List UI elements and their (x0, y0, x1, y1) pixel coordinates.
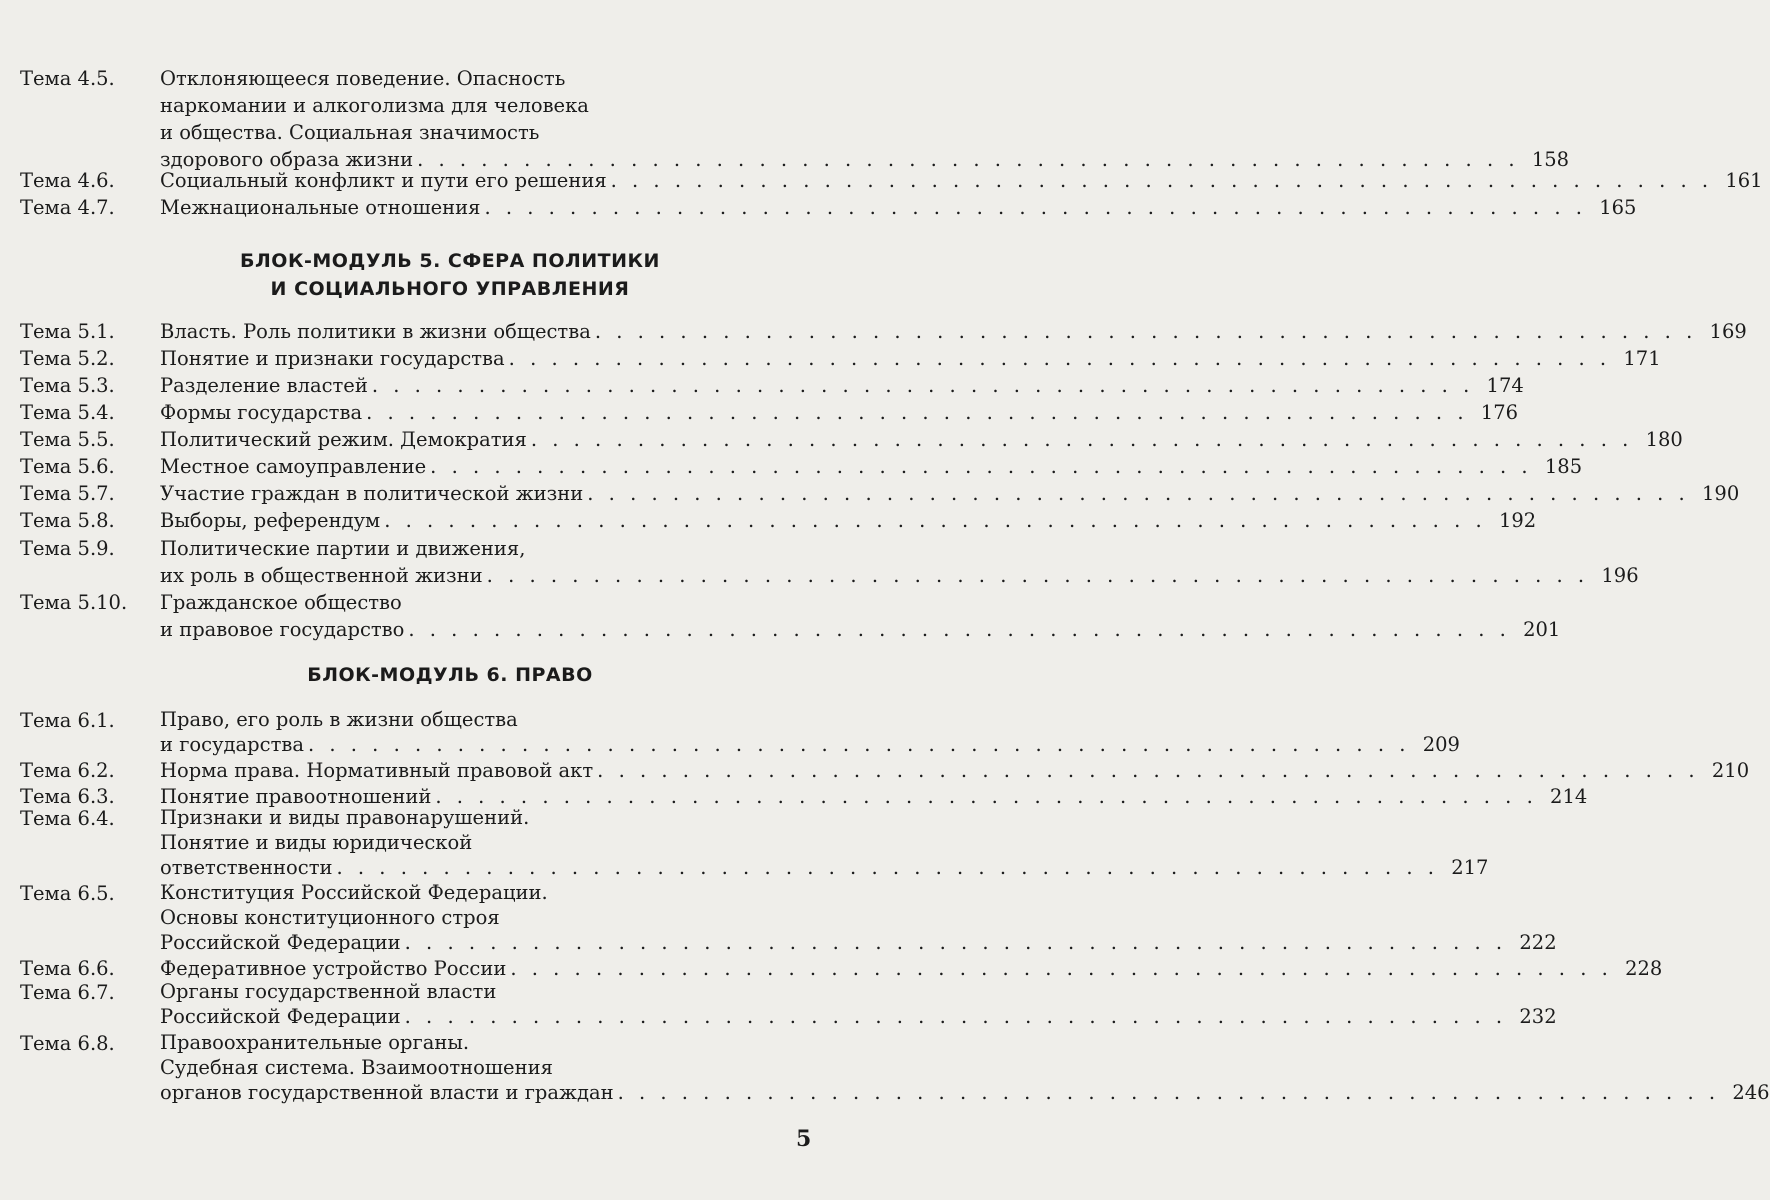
topic-title (160, 453, 1583, 480)
topic-title-text: органов государственной власти и граждан (160, 1081, 614, 1104)
topic-title-line (160, 453, 1583, 480)
topic-number: Тема 5.1. (20, 320, 115, 343)
topic-title (160, 507, 1537, 534)
topic-title-text: здорового образа жизни (160, 148, 414, 171)
topic-title-line (160, 399, 1519, 426)
topic-title-text: Российской Федерации (160, 931, 401, 954)
page-ref: 174 (1486, 374, 1524, 397)
page-ref: 217 (1451, 856, 1489, 879)
topic-title (160, 979, 1557, 1029)
topic-number: Тема 6.7. (20, 981, 115, 1004)
topic-title-text: ответственности (160, 856, 333, 879)
topic-number: Тема 4.7. (20, 196, 115, 219)
topic-title-text: Межнациональные отношения (160, 196, 481, 219)
topic-title-line: Отклоняющееся поведение. Опасность (160, 67, 566, 90)
topic-title-line: Органы государственной власти (160, 980, 497, 1003)
page-ref: 246 (1732, 1081, 1770, 1104)
topic-title (160, 194, 1637, 221)
page-ref: 210 (1711, 759, 1750, 782)
page-ref: 176 (1480, 401, 1519, 424)
topic-title-line (160, 855, 1489, 880)
page-ref: 171 (1623, 347, 1661, 370)
leader-dots: . . . . . . . . . . . . . . . . . . . . . . . . . . . . . . . . . . . . . . . . . . . . . . . . . . . . (508, 347, 1611, 370)
leader-dots: . . . . . . . . . . . . . . . . . . . . . . . . . . . . . . . . . . . . . . . . . . . . . . . . . . . . (430, 455, 1533, 478)
topic-title-text: Выборы, референдум (160, 509, 381, 532)
topic-title-text: Федеративное устройство России (160, 957, 507, 980)
topic-title-line: Конституция Российской Федерации. (160, 881, 548, 904)
topic-title-text: Власть. Роль политики в жизни общества (160, 320, 591, 343)
leader-dots: . . . . . . . . . . . . . . . . . . . . . . . . . . . . . . . . . . . . . . . . . . . . . . . . . . . . (486, 564, 1589, 587)
topic-title-line: Понятие и виды юридической (160, 831, 473, 854)
topic-title-text: Формы государства (160, 401, 363, 424)
topic-number: Тема 5.10. (20, 591, 128, 614)
leader-dots: . . . . . . . . . . . . . . . . . . . . . . . . . . . . . . . . . . . . . . . . . . . . . . . . . . . . (597, 759, 1700, 782)
topic-title-text: Понятие правоотношений (160, 785, 432, 808)
topic-number: Тема 5.3. (20, 374, 115, 397)
topic-title-text: и государства (160, 733, 304, 756)
topic-title-line (160, 194, 1637, 221)
topic-number: Тема 5.6. (20, 455, 115, 478)
topic-title-line: Политические партии и движения, (160, 537, 526, 560)
page-ref: 192 (1498, 509, 1537, 532)
topic-title-text: Политический режим. Демократия (160, 428, 527, 451)
topic-title-line: Право, его роль в жизни общества (160, 708, 518, 731)
topic-title-line (160, 426, 1683, 453)
topic-title (160, 1030, 1770, 1105)
topic-title-line (160, 732, 1460, 757)
section-heading: И СОЦИАЛЬНОГО УПРАВЛЕНИЯ (270, 278, 630, 300)
page-ref: 180 (1645, 428, 1683, 451)
page-ref: 169 (1709, 320, 1747, 343)
topic-number: Тема 5.8. (20, 509, 115, 532)
topic-title-line (160, 167, 1763, 194)
topic-number: Тема 6.5. (20, 882, 115, 905)
page-number: 5 (796, 1126, 812, 1152)
topic-title-text: Понятие и признаки государства (160, 347, 505, 370)
topic-title-text: Норма права. Нормативный правовой акт (160, 759, 594, 782)
topic-title-line (160, 345, 1661, 372)
topic-title-line (160, 372, 1524, 399)
leader-dots: . . . . . . . . . . . . . . . . . . . . . . . . . . . . . . . . . . . . . . . . . . . . . . . . . . . . (404, 931, 1507, 954)
page-ref: 165 (1599, 196, 1637, 219)
leader-dots: . . . . . . . . . . . . . . . . . . . . . . . . . . . . . . . . . . . . . . . . . . . . . . . . . . . . (594, 320, 1697, 343)
topic-title (160, 535, 1639, 589)
section-heading: БЛОК-МОДУЛЬ 5. СФЕРА ПОЛИТИКИ (240, 250, 660, 272)
topic-title-line (160, 757, 1750, 784)
leader-dots: . . . . . . . . . . . . . . . . . . . . . . . . . . . . . . . . . . . . . . . . . . . . . . . . . . . . (587, 482, 1690, 505)
topic-title-line: Судебная система. Взаимоотношения (160, 1056, 553, 1079)
topic-title-line (160, 616, 1561, 643)
topic-title-line: наркомании и алкоголизма для человека (160, 94, 589, 117)
topic-number: Тема 5.7. (20, 482, 115, 505)
leader-dots: . . . . . . . . . . . . . . . . . . . . . . . . . . . . . . . . . . . . . . . . . . . . . . . . . . . . (384, 509, 1487, 532)
topic-title-line (160, 562, 1639, 589)
topic-title (160, 65, 1570, 173)
leader-dots: . . . . . . . . . . . . . . . . . . . . . . . . . . . . . . . . . . . . . . . . . . . . . . . . . . . . (366, 401, 1469, 424)
topic-title-line (160, 1004, 1557, 1029)
topic-title (160, 880, 1557, 955)
topic-title-line: Правоохранительные органы. (160, 1031, 470, 1054)
topic-number: Тема 4.6. (20, 169, 115, 192)
page-ref: 214 (1550, 785, 1588, 808)
topic-title (160, 955, 1663, 982)
leader-dots: . . . . . . . . . . . . . . . . . . . . . . . . . . . . . . . . . . . . . . . . . . . . . . . . . . . . (610, 169, 1713, 192)
topic-number: Тема 6.3. (20, 785, 115, 808)
topic-number: Тема 6.4. (20, 807, 115, 830)
topic-number: Тема 6.6. (20, 957, 115, 980)
leader-dots: . . . . . . . . . . . . . . . . . . . . . . . . . . . . . . . . . . . . . . . . . . . . . . . . . . . . (404, 1005, 1507, 1028)
topic-number: Тема 5.5. (20, 428, 115, 451)
topic-title-line (160, 480, 1740, 507)
topic-title-line: Основы конституционного строя (160, 906, 500, 929)
leader-dots: . . . . . . . . . . . . . . . . . . . . . . . . . . . . . . . . . . . . . . . . . . . . . . . . . . . . (617, 1081, 1720, 1104)
topic-number: Тема 6.8. (20, 1032, 115, 1055)
leader-dots: . . . . . . . . . . . . . . . . . . . . . . . . . . . . . . . . . . . . . . . . . . . . . . . . . . . . (417, 148, 1520, 171)
leader-dots: . . . . . . . . . . . . . . . . . . . . . . . . . . . . . . . . . . . . . . . . . . . . . . . . . . . . (530, 428, 1633, 451)
leader-dots: . . . . . . . . . . . . . . . . . . . . . . . . . . . . . . . . . . . . . . . . . . . . . . . . . . . . (336, 856, 1439, 879)
page-ref: 209 (1422, 733, 1460, 756)
topic-number: Тема 6.1. (20, 709, 115, 732)
topic-title-line (160, 318, 1747, 345)
leader-dots: . . . . . . . . . . . . . . . . . . . . . . . . . . . . . . . . . . . . . . . . . . . . . . . . . . . . (484, 196, 1587, 219)
topic-title-text: Разделение властей (160, 374, 368, 397)
page-ref: 196 (1601, 564, 1639, 587)
topic-number: Тема 5.4. (20, 401, 115, 424)
topic-title (160, 480, 1740, 507)
topic-title (160, 589, 1561, 643)
topic-title-text: Российской Федерации (160, 1005, 401, 1028)
leader-dots: . . . . . . . . . . . . . . . . . . . . . . . . . . . . . . . . . . . . . . . . . . . . . . . . . . . . (408, 618, 1511, 641)
topic-title-line (160, 955, 1663, 982)
topic-title (160, 707, 1460, 757)
topic-title (160, 318, 1747, 345)
topic-title (160, 372, 1524, 399)
topic-title (160, 426, 1683, 453)
topic-title (160, 757, 1750, 784)
page-ref: 185 (1544, 455, 1583, 478)
topic-number: Тема 5.2. (20, 347, 115, 370)
section-heading: БЛОК-МОДУЛЬ 6. ПРАВО (307, 664, 593, 686)
page-ref: 222 (1519, 931, 1557, 954)
topic-title-text: Местное самоуправление (160, 455, 427, 478)
leader-dots: . . . . . . . . . . . . . . . . . . . . . . . . . . . . . . . . . . . . . . . . . . . . . . . . . . . . (371, 374, 1474, 397)
topic-number: Тема 4.5. (20, 67, 115, 90)
topic-title (160, 805, 1489, 880)
topic-title-text: Социальный конфликт и пути его решения (160, 169, 607, 192)
topic-title-text: их роль в общественной жизни (160, 564, 483, 587)
page-ref: 228 (1625, 957, 1663, 980)
topic-title (160, 167, 1763, 194)
topic-title-line (160, 1080, 1770, 1105)
topic-title-line (160, 930, 1557, 955)
topic-number: Тема 5.9. (20, 537, 115, 560)
leader-dots: . . . . . . . . . . . . . . . . . . . . . . . . . . . . . . . . . . . . . . . . . . . . . . . . . . . . (307, 733, 1410, 756)
topic-title-text: Участие граждан в политической жизни (160, 482, 584, 505)
topic-title (160, 399, 1519, 426)
topic-title (160, 345, 1661, 372)
topic-title-line: и общества. Социальная значимость (160, 121, 540, 144)
page-ref: 190 (1702, 482, 1740, 505)
page-ref: 201 (1523, 618, 1561, 641)
page-ref: 161 (1725, 169, 1763, 192)
page-ref: 232 (1519, 1005, 1557, 1028)
topic-title-text: и правовое государство (160, 618, 405, 641)
topic-title-line: Гражданское общество (160, 591, 402, 614)
leader-dots: . . . . . . . . . . . . . . . . . . . . . . . . . . . . . . . . . . . . . . . . . . . . . . . . . . . . (435, 785, 1538, 808)
topic-title-line (160, 507, 1537, 534)
topic-title-line: Признаки и виды правонарушений. (160, 806, 530, 829)
page-ref: 158 (1531, 148, 1570, 171)
topic-number: Тема 6.2. (20, 759, 115, 782)
leader-dots: . . . . . . . . . . . . . . . . . . . . . . . . . . . . . . . . . . . . . . . . . . . . . . . . . . . . (510, 957, 1613, 980)
